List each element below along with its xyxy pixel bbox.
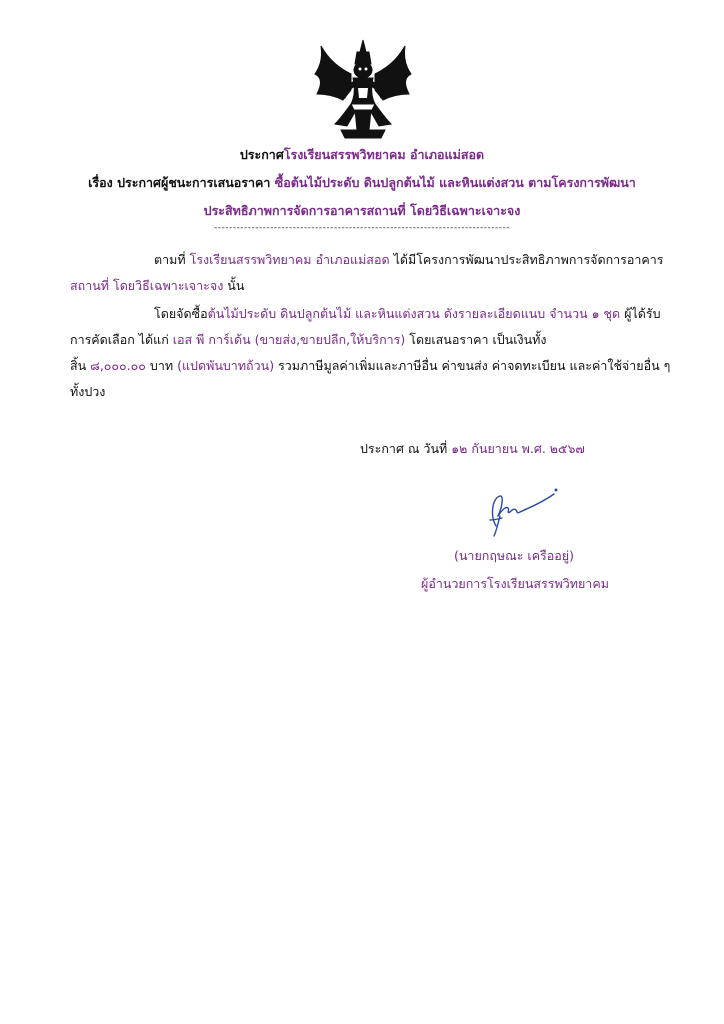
subject-prefix: เรื่อง ประกาศผู้ชนะการเสนอราคา [88, 175, 271, 190]
subject-text-1: ซื้อต้นไม้ประดับ ดินปลูกต้นไม้ และหินแต่งสวน ตามโครงการพัฒนา [274, 175, 636, 190]
text-segment: บาท [149, 358, 174, 373]
text-segment: ได้มีโครงการพัฒนาประสิทธิภาพการจัดการอาคาร [393, 252, 664, 267]
price-in-words: (แปดพันบาทถ้วน) [177, 358, 275, 373]
project-name: สถานที่ โดยวิธีเฉพาะเจาะจง [70, 278, 224, 293]
announcement-date [360, 439, 585, 459]
garuda-emblem-icon [311, 38, 415, 140]
school-name: โรงเรียนสรรพวิทยาคม อำเภอแม่สอด [283, 147, 485, 162]
text-segment: รวมภาษีมูลค่าเพิ่มและภาษีอื่น ค่าขนส่ง ค่าจดทะเบียน และค่าใช้จ่ายอื่น ๆ [278, 358, 671, 373]
paragraph-1-line-2 [70, 276, 244, 296]
price-amount: ๘,๐๐๐.๐๐ [90, 358, 146, 373]
text-segment: ตามที่ [154, 252, 186, 267]
text-segment: สิ้น [70, 358, 87, 373]
text-segment: โดยเสนอราคา เป็นเงินทั้ง [409, 332, 547, 347]
signer-name: (นายกฤษณะ เครืออยู่) [454, 548, 574, 563]
header-divider: ------------------------------------------------------------------------------- [213, 223, 511, 233]
text-segment: โดยจัดซื้อ [154, 306, 208, 321]
paragraph-2-line-4: ทั้งปวง [70, 384, 106, 399]
date-value: ๑๒ กันยายน พ.ศ. ๒๕๖๗ [451, 441, 585, 456]
title-prefix: ประกาศ [239, 147, 284, 162]
purchase-items: ต้นไม้ประดับ ดินปลูกต้นไม้ และหินแต่งสวน ดังรายละเอียดแนบ จำนวน ๑ ชุด [207, 306, 621, 321]
paragraph-2-line-3 [70, 356, 670, 376]
winner-name: เอส พี การ์เด้น (ขายส่ง,ขายปลีก,ให้บริการ) [172, 332, 406, 347]
signature-image [476, 486, 560, 538]
date-prefix: ประกาศ ณ วันที่ [360, 441, 448, 456]
school-name-inline: โรงเรียนสรรพวิทยาคม อำเภอแม่สอด [189, 252, 390, 267]
paragraph-2-line-2 [70, 330, 546, 350]
subject-line-1 [0, 173, 724, 193]
text-segment: ผู้ได้รับ [624, 306, 661, 321]
paragraph-2-line-1 [154, 304, 661, 324]
text-segment: นั้น [227, 278, 245, 293]
text-segment: การคัดเลือก ได้แก่ [70, 332, 169, 347]
paragraph-1-line-1 [154, 250, 664, 270]
signer-position: ผู้อำนวยการโรงเรียนสรรพวิทยาคม [421, 576, 609, 591]
subject-line-2: ประสิทธิภาพการจัดการอาคารสถานที่ โดยวิธีเฉพาะเจาะจง [203, 203, 521, 218]
announcement-title [0, 145, 724, 165]
